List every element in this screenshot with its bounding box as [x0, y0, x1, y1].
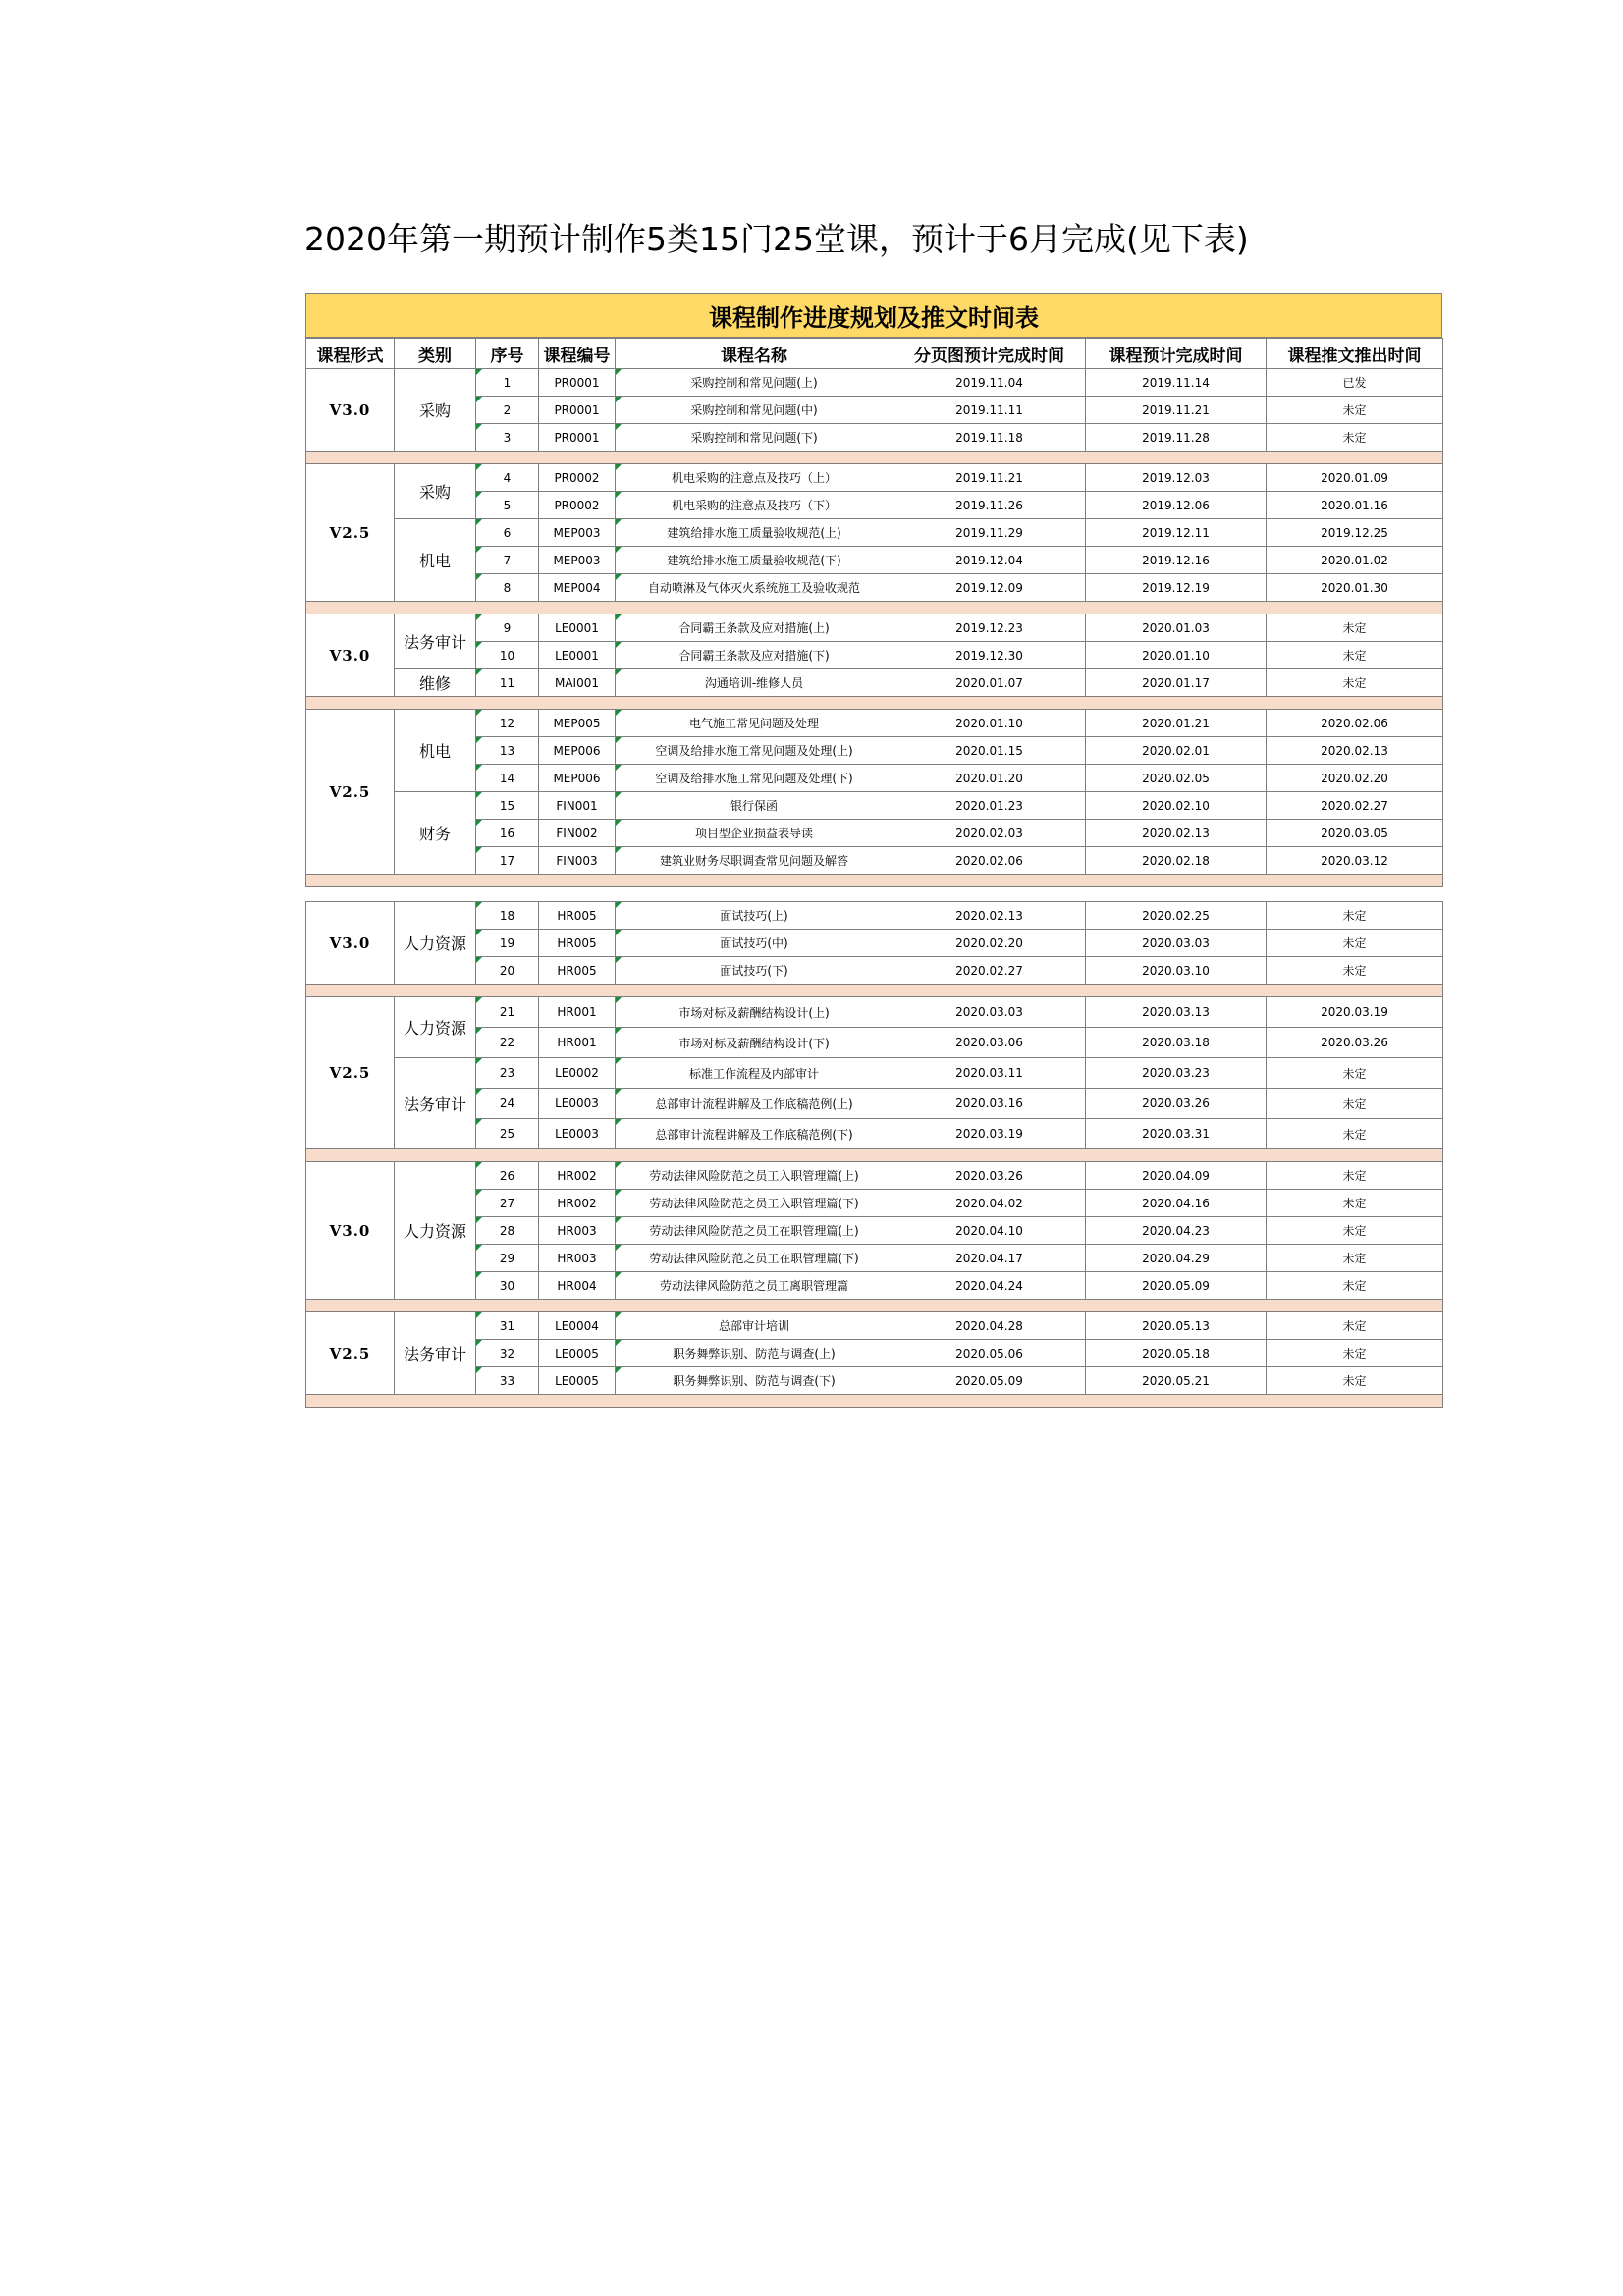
course-done-date-cell: 2020.05.18	[1086, 1340, 1267, 1367]
course-name-cell: 标准工作流程及内部审计	[616, 1058, 893, 1089]
page-image-date-cell: 2020.03.06	[893, 1028, 1086, 1058]
course-done-date-cell: 2019.12.03	[1086, 464, 1267, 492]
course-name-cell: 建筑业财务尽职调查常见问题及解答	[616, 847, 893, 875]
table-row	[306, 1217, 1443, 1245]
category-cell: 机电	[395, 710, 476, 792]
table-row	[306, 1367, 1443, 1395]
schedule-sheet	[305, 293, 1442, 1408]
course-name-cell: 总部审计培训	[616, 1312, 893, 1340]
seq-cell: 3	[476, 424, 539, 452]
course-name-cell: 自动喷淋及气体灭火系统施工及验收规范	[616, 574, 893, 602]
seq-cell: 1	[476, 369, 539, 397]
table-row	[306, 765, 1443, 792]
header-page-image-date: 分页图预计完成时间	[893, 339, 1086, 369]
course-done-date-cell: 2019.11.21	[1086, 397, 1267, 424]
course-done-date-cell: 2020.04.29	[1086, 1245, 1267, 1272]
code-cell: LE0004	[539, 1312, 616, 1340]
group-separator	[306, 1395, 1443, 1408]
post-date-cell: 未定	[1267, 614, 1443, 642]
code-cell: PR0002	[539, 492, 616, 519]
page-image-date-cell: 2020.02.13	[893, 902, 1086, 930]
header-seq: 序号	[476, 339, 539, 369]
page-image-date-cell: 2020.01.20	[893, 765, 1086, 792]
course-name-cell: 市场对标及薪酬结构设计(上)	[616, 997, 893, 1028]
seq-cell: 21	[476, 997, 539, 1028]
course-done-date-cell: 2020.03.26	[1086, 1089, 1267, 1119]
page-image-date-cell: 2020.04.28	[893, 1312, 1086, 1340]
course-done-date-cell: 2020.01.17	[1086, 669, 1267, 697]
post-date-cell: 未定	[1267, 930, 1443, 957]
header-course-done-date: 课程预计完成时间	[1086, 339, 1267, 369]
code-cell: PR0002	[539, 464, 616, 492]
page-image-date-cell: 2020.04.02	[893, 1190, 1086, 1217]
table-title: 课程制作进度规划及推文时间表	[305, 293, 1442, 338]
code-cell: LE0001	[539, 614, 616, 642]
seq-cell: 30	[476, 1272, 539, 1300]
post-date-cell: 未定	[1267, 1217, 1443, 1245]
table-row	[306, 1028, 1443, 1058]
course-done-date-cell: 2020.05.21	[1086, 1367, 1267, 1395]
course-name-cell: 合同霸王条款及应对措施(下)	[616, 642, 893, 669]
code-cell: HR001	[539, 997, 616, 1028]
table-row	[306, 710, 1443, 737]
course-form-cell: V3.0	[306, 369, 395, 452]
code-cell: HR002	[539, 1190, 616, 1217]
course-done-date-cell: 2020.01.03	[1086, 614, 1267, 642]
code-cell: LE0001	[539, 642, 616, 669]
header-course-name: 课程名称	[616, 339, 893, 369]
category-cell: 采购	[395, 464, 476, 519]
course-done-date-cell: 2020.04.09	[1086, 1162, 1267, 1190]
code-cell: HR004	[539, 1272, 616, 1300]
code-cell: MAI001	[539, 669, 616, 697]
page-image-date-cell: 2020.01.15	[893, 737, 1086, 765]
category-cell: 采购	[395, 369, 476, 452]
category-cell: 机电	[395, 519, 476, 602]
post-date-cell: 未定	[1267, 902, 1443, 930]
course-done-date-cell: 2020.03.18	[1086, 1028, 1267, 1058]
code-cell: HR005	[539, 957, 616, 985]
seq-cell: 20	[476, 957, 539, 985]
page-image-date-cell: 2019.11.11	[893, 397, 1086, 424]
seq-cell: 14	[476, 765, 539, 792]
post-date-cell: 2020.03.05	[1267, 820, 1443, 847]
post-date-cell: 2020.02.27	[1267, 792, 1443, 820]
code-cell: PR0001	[539, 424, 616, 452]
table-row	[306, 519, 1443, 547]
course-name-cell: 总部审计流程讲解及工作底稿范例(上)	[616, 1089, 893, 1119]
code-cell: HR005	[539, 902, 616, 930]
code-cell: PR0001	[539, 369, 616, 397]
course-name-cell: 机电采购的注意点及技巧（上）	[616, 464, 893, 492]
code-cell: LE0005	[539, 1340, 616, 1367]
post-date-cell: 未定	[1267, 669, 1443, 697]
group-separator	[306, 985, 1443, 997]
seq-cell: 7	[476, 547, 539, 574]
table-row	[306, 1058, 1443, 1089]
page-image-date-cell: 2020.01.23	[893, 792, 1086, 820]
course-name-cell: 沟通培训-维修人员	[616, 669, 893, 697]
code-cell: LE0003	[539, 1119, 616, 1149]
page-image-date-cell: 2019.12.30	[893, 642, 1086, 669]
seq-cell: 16	[476, 820, 539, 847]
seq-cell: 33	[476, 1367, 539, 1395]
post-date-cell: 未定	[1267, 1245, 1443, 1272]
table-row	[306, 574, 1443, 602]
category-cell: 法务审计	[395, 614, 476, 669]
table-row	[306, 642, 1443, 669]
course-done-date-cell: 2019.12.19	[1086, 574, 1267, 602]
post-date-cell: 2020.02.06	[1267, 710, 1443, 737]
course-done-date-cell: 2020.04.23	[1086, 1217, 1267, 1245]
post-date-cell: 未定	[1267, 642, 1443, 669]
course-done-date-cell: 2020.02.18	[1086, 847, 1267, 875]
table-row	[306, 669, 1443, 697]
course-done-date-cell: 2020.02.13	[1086, 820, 1267, 847]
course-name-cell: 市场对标及薪酬结构设计(下)	[616, 1028, 893, 1058]
table-row	[306, 737, 1443, 765]
code-cell: LE0003	[539, 1089, 616, 1119]
post-date-cell: 2020.02.13	[1267, 737, 1443, 765]
course-done-date-cell: 2020.01.10	[1086, 642, 1267, 669]
code-cell: HR003	[539, 1217, 616, 1245]
page-image-date-cell: 2020.03.19	[893, 1119, 1086, 1149]
table-row	[306, 1340, 1443, 1367]
course-done-date-cell: 2020.05.13	[1086, 1312, 1267, 1340]
post-date-cell: 2020.03.26	[1267, 1028, 1443, 1058]
course-name-cell: 劳动法律风险防范之员工入职管理篇(上)	[616, 1162, 893, 1190]
post-date-cell: 未定	[1267, 397, 1443, 424]
code-cell: FIN003	[539, 847, 616, 875]
table-row	[306, 930, 1443, 957]
separator-cell	[306, 452, 1443, 464]
course-form-cell: V2.5	[306, 710, 395, 875]
seq-cell: 27	[476, 1190, 539, 1217]
post-date-cell: 2020.03.12	[1267, 847, 1443, 875]
course-done-date-cell: 2019.12.16	[1086, 547, 1267, 574]
page-image-date-cell: 2020.01.07	[893, 669, 1086, 697]
course-done-date-cell: 2020.02.05	[1086, 765, 1267, 792]
post-date-cell: 2019.12.25	[1267, 519, 1443, 547]
separator-cell	[306, 1300, 1443, 1312]
seq-cell: 15	[476, 792, 539, 820]
post-date-cell: 未定	[1267, 424, 1443, 452]
course-name-cell: 面试技巧(下)	[616, 957, 893, 985]
course-name-cell: 劳动法律风险防范之员工在职管理篇(上)	[616, 1217, 893, 1245]
table-row	[306, 847, 1443, 875]
schedule-table	[305, 338, 1443, 1408]
category-cell: 维修	[395, 669, 476, 697]
seq-cell: 17	[476, 847, 539, 875]
course-done-date-cell: 2019.11.28	[1086, 424, 1267, 452]
course-done-date-cell: 2020.03.03	[1086, 930, 1267, 957]
course-form-cell: V3.0	[306, 1162, 395, 1300]
post-date-cell: 2020.01.16	[1267, 492, 1443, 519]
table-row	[306, 1089, 1443, 1119]
page-image-date-cell: 2019.11.29	[893, 519, 1086, 547]
table-row	[306, 369, 1443, 397]
seq-cell: 8	[476, 574, 539, 602]
code-cell: LE0002	[539, 1058, 616, 1089]
post-date-cell: 已发	[1267, 369, 1443, 397]
post-date-cell: 未定	[1267, 1312, 1443, 1340]
course-form-cell: V3.0	[306, 902, 395, 985]
course-done-date-cell: 2020.03.10	[1086, 957, 1267, 985]
post-date-cell: 2020.03.19	[1267, 997, 1443, 1028]
seq-cell: 29	[476, 1245, 539, 1272]
page-image-date-cell: 2020.03.16	[893, 1089, 1086, 1119]
post-date-cell: 2020.01.02	[1267, 547, 1443, 574]
code-cell: FIN002	[539, 820, 616, 847]
table-row	[306, 902, 1443, 930]
post-date-cell: 未定	[1267, 957, 1443, 985]
page-image-date-cell: 2019.11.21	[893, 464, 1086, 492]
post-date-cell: 未定	[1267, 1119, 1443, 1149]
course-done-date-cell: 2020.02.10	[1086, 792, 1267, 820]
code-cell: MEP003	[539, 547, 616, 574]
table-row	[306, 464, 1443, 492]
seq-cell: 5	[476, 492, 539, 519]
seq-cell: 28	[476, 1217, 539, 1245]
header-category: 类别	[395, 339, 476, 369]
header-form: 课程形式	[306, 339, 395, 369]
table-row	[306, 997, 1443, 1028]
course-name-cell: 职务舞弊识别、防范与调查(下)	[616, 1367, 893, 1395]
code-cell: FIN001	[539, 792, 616, 820]
page-image-date-cell: 2020.02.03	[893, 820, 1086, 847]
seq-cell: 24	[476, 1089, 539, 1119]
category-cell: 人力资源	[395, 902, 476, 985]
page-image-date-cell: 2020.05.06	[893, 1340, 1086, 1367]
course-done-date-cell: 2020.03.31	[1086, 1119, 1267, 1149]
intro-text: 2020年第一期预计制作5类15门25堂课，预计于6月完成(见下表)	[304, 220, 1249, 258]
page-image-date-cell: 2019.11.26	[893, 492, 1086, 519]
course-name-cell: 银行保函	[616, 792, 893, 820]
page-image-date-cell: 2020.02.06	[893, 847, 1086, 875]
course-name-cell: 采购控制和常见问题(中)	[616, 397, 893, 424]
page-image-date-cell: 2020.04.24	[893, 1272, 1086, 1300]
course-name-cell: 面试技巧(上)	[616, 902, 893, 930]
course-done-date-cell: 2020.02.25	[1086, 902, 1267, 930]
course-name-cell: 采购控制和常见问题(下)	[616, 424, 893, 452]
page-image-date-cell: 2020.03.11	[893, 1058, 1086, 1089]
table-row	[306, 614, 1443, 642]
post-date-cell: 2020.02.20	[1267, 765, 1443, 792]
table-row	[306, 820, 1443, 847]
seq-cell: 13	[476, 737, 539, 765]
table-row	[306, 397, 1443, 424]
table-row	[306, 1245, 1443, 1272]
code-cell: MEP006	[539, 765, 616, 792]
post-date-cell: 未定	[1267, 1162, 1443, 1190]
seq-cell: 11	[476, 669, 539, 697]
table-row	[306, 1312, 1443, 1340]
group-separator	[306, 602, 1443, 614]
page-image-date-cell: 2020.03.03	[893, 997, 1086, 1028]
table-row	[306, 1272, 1443, 1300]
group-separator	[306, 1149, 1443, 1162]
table-row	[306, 957, 1443, 985]
table-row	[306, 424, 1443, 452]
page-image-date-cell: 2020.04.17	[893, 1245, 1086, 1272]
course-name-cell: 电气施工常见问题及处理	[616, 710, 893, 737]
header-code: 课程编号	[539, 339, 616, 369]
page-image-date-cell: 2020.02.20	[893, 930, 1086, 957]
table-row	[306, 792, 1443, 820]
course-done-date-cell: 2019.12.11	[1086, 519, 1267, 547]
table-row	[306, 547, 1443, 574]
course-name-cell: 空调及给排水施工常见问题及处理(上)	[616, 737, 893, 765]
post-date-cell: 未定	[1267, 1367, 1443, 1395]
code-cell: HR005	[539, 930, 616, 957]
code-cell: MEP005	[539, 710, 616, 737]
separator-cell	[306, 985, 1443, 997]
seq-cell: 9	[476, 614, 539, 642]
code-cell: PR0001	[539, 397, 616, 424]
page-image-date-cell: 2019.11.18	[893, 424, 1086, 452]
group-separator	[306, 697, 1443, 710]
course-done-date-cell: 2020.04.16	[1086, 1190, 1267, 1217]
course-name-cell: 劳动法律风险防范之员工入职管理篇(下)	[616, 1190, 893, 1217]
seq-cell: 10	[476, 642, 539, 669]
seq-cell: 25	[476, 1119, 539, 1149]
page-image-date-cell: 2020.04.10	[893, 1217, 1086, 1245]
seq-cell: 23	[476, 1058, 539, 1089]
seq-cell: 31	[476, 1312, 539, 1340]
course-done-date-cell: 2020.01.21	[1086, 710, 1267, 737]
group-separator	[306, 1300, 1443, 1312]
seq-cell: 26	[476, 1162, 539, 1190]
code-cell: HR002	[539, 1162, 616, 1190]
table-row	[306, 492, 1443, 519]
table-row	[306, 1162, 1443, 1190]
course-done-date-cell: 2020.05.09	[1086, 1272, 1267, 1300]
page-image-date-cell: 2019.11.04	[893, 369, 1086, 397]
seq-cell: 6	[476, 519, 539, 547]
course-done-date-cell: 2020.03.13	[1086, 997, 1267, 1028]
page-image-date-cell: 2020.02.27	[893, 957, 1086, 985]
course-name-cell: 总部审计流程讲解及工作底稿范例(下)	[616, 1119, 893, 1149]
table-row	[306, 1190, 1443, 1217]
course-name-cell: 面试技巧(中)	[616, 930, 893, 957]
code-cell: MEP006	[539, 737, 616, 765]
course-name-cell: 采购控制和常见问题(上)	[616, 369, 893, 397]
seq-cell: 12	[476, 710, 539, 737]
page-image-date-cell: 2020.03.26	[893, 1162, 1086, 1190]
header-row	[306, 339, 1443, 369]
course-done-date-cell: 2020.03.23	[1086, 1058, 1267, 1089]
separator-cell	[306, 697, 1443, 710]
seq-cell: 4	[476, 464, 539, 492]
seq-cell: 19	[476, 930, 539, 957]
code-cell: HR003	[539, 1245, 616, 1272]
page-image-date-cell: 2019.12.23	[893, 614, 1086, 642]
separator-cell	[306, 1149, 1443, 1162]
group-separator	[306, 452, 1443, 464]
post-date-cell: 2020.01.09	[1267, 464, 1443, 492]
page-image-date-cell: 2020.01.10	[893, 710, 1086, 737]
category-cell: 法务审计	[395, 1312, 476, 1395]
code-cell: MEP003	[539, 519, 616, 547]
separator-cell	[306, 875, 1443, 887]
course-form-cell: V2.5	[306, 464, 395, 602]
course-form-cell: V2.5	[306, 997, 395, 1149]
page-image-date-cell: 2019.12.04	[893, 547, 1086, 574]
separator-cell	[306, 602, 1443, 614]
course-name-cell: 机电采购的注意点及技巧（下）	[616, 492, 893, 519]
page-image-date-cell: 2019.12.09	[893, 574, 1086, 602]
seq-cell: 32	[476, 1340, 539, 1367]
table-row	[306, 1119, 1443, 1149]
separator-cell	[306, 1395, 1443, 1408]
group-separator	[306, 875, 1443, 887]
gap-cell	[306, 887, 1443, 902]
seq-cell: 22	[476, 1028, 539, 1058]
course-form-cell: V2.5	[306, 1312, 395, 1395]
course-done-date-cell: 2019.12.06	[1086, 492, 1267, 519]
post-date-cell: 未定	[1267, 1190, 1443, 1217]
category-cell: 人力资源	[395, 1162, 476, 1300]
seq-cell: 2	[476, 397, 539, 424]
header-post-date: 课程推文推出时间	[1267, 339, 1443, 369]
post-date-cell: 未定	[1267, 1272, 1443, 1300]
course-name-cell: 合同霸王条款及应对措施(上)	[616, 614, 893, 642]
category-cell: 人力资源	[395, 997, 476, 1058]
course-name-cell: 项目型企业损益表导读	[616, 820, 893, 847]
post-date-cell: 未定	[1267, 1089, 1443, 1119]
course-name-cell: 劳动法律风险防范之员工在职管理篇(下)	[616, 1245, 893, 1272]
course-name-cell: 建筑给排水施工质量验收规范(上)	[616, 519, 893, 547]
code-cell: HR001	[539, 1028, 616, 1058]
course-name-cell: 劳动法律风险防范之员工离职管理篇	[616, 1272, 893, 1300]
course-done-date-cell: 2019.11.14	[1086, 369, 1267, 397]
post-date-cell: 未定	[1267, 1340, 1443, 1367]
code-cell: MEP004	[539, 574, 616, 602]
page-image-date-cell: 2020.05.09	[893, 1367, 1086, 1395]
category-cell: 法务审计	[395, 1058, 476, 1149]
table-gap	[306, 887, 1443, 902]
code-cell: LE0005	[539, 1367, 616, 1395]
post-date-cell: 未定	[1267, 1058, 1443, 1089]
course-name-cell: 职务舞弊识别、防范与调查(上)	[616, 1340, 893, 1367]
course-name-cell: 建筑给排水施工质量验收规范(下)	[616, 547, 893, 574]
seq-cell: 18	[476, 902, 539, 930]
course-name-cell: 空调及给排水施工常见问题及处理(下)	[616, 765, 893, 792]
course-done-date-cell: 2020.02.01	[1086, 737, 1267, 765]
course-form-cell: V3.0	[306, 614, 395, 697]
category-cell: 财务	[395, 792, 476, 875]
post-date-cell: 2020.01.30	[1267, 574, 1443, 602]
